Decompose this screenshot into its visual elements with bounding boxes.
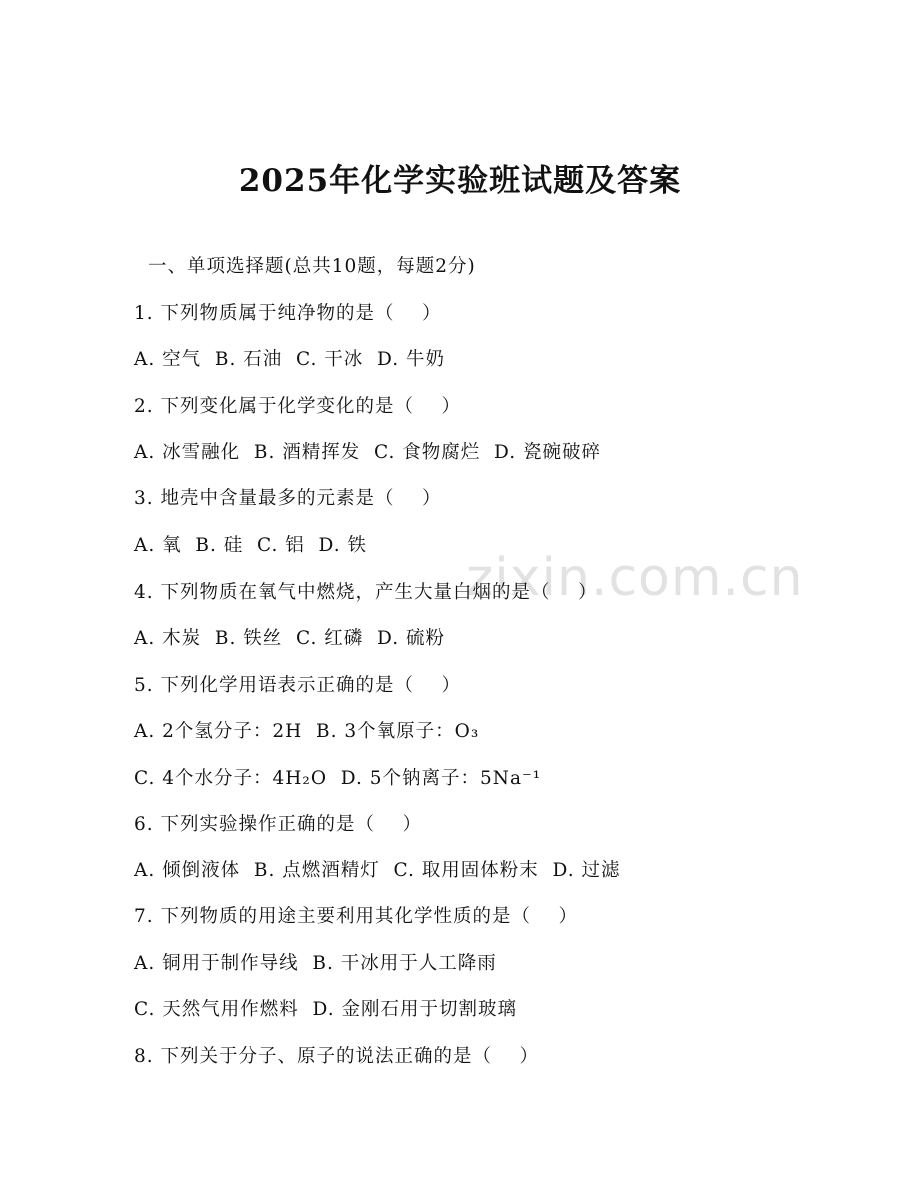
question-6-options: A. 倾倒液体 B. 点燃酒精灯 C. 取用固体粉末 D. 过滤 — [134, 860, 621, 881]
question-3: 3. 地壳中含量最多的元素是（ ） — [134, 488, 442, 509]
watermark-text: zixin.com.cn — [466, 548, 804, 608]
question-4: 4. 下列物质在氧气中燃烧，产生大量白烟的是（ ） — [134, 582, 598, 603]
question-1: 1. 下列物质属于纯净物的是（ ） — [134, 303, 442, 324]
question-5: 5. 下列化学用语表示正确的是（ ） — [134, 675, 462, 696]
question-7-options-cd: C. 天然气用作燃料 D. 金刚石用于切割玻璃 — [134, 999, 517, 1020]
document-title: 2025年化学实验班试题及答案 — [238, 163, 682, 199]
question-5-options-ab: A. 2个氢分子：2H B. 3个氧原子：O₃ — [134, 721, 480, 742]
question-5-options-cd: C. 4个水分子：4H₂O D. 5个钠离子：5Na⁻¹ — [134, 768, 542, 789]
question-7-options-ab: A. 铜用于制作导线 B. 干冰用于人工降雨 — [134, 953, 497, 974]
question-2: 2. 下列变化属于化学变化的是（ ） — [134, 396, 462, 417]
question-8: 8. 下列关于分子、原子的说法正确的是（ ） — [134, 1046, 540, 1067]
question-6: 6. 下列实验操作正确的是（ ） — [134, 814, 423, 835]
question-7: 7. 下列物质的用途主要利用其化学性质的是（ ） — [134, 906, 579, 927]
section-heading: 一、单项选择题(总共10题，每题2分) — [148, 256, 476, 277]
question-1-options: A. 空气 B. 石油 C. 干冰 D. 牛奶 — [134, 349, 445, 370]
question-3-options: A. 氧 B. 硅 C. 铝 D. 铁 — [134, 535, 367, 556]
question-2-options: A. 冰雪融化 B. 酒精挥发 C. 食物腐烂 D. 瓷碗破碎 — [134, 442, 601, 463]
question-4-options: A. 木炭 B. 铁丝 C. 红磷 D. 硫粉 — [134, 628, 445, 649]
